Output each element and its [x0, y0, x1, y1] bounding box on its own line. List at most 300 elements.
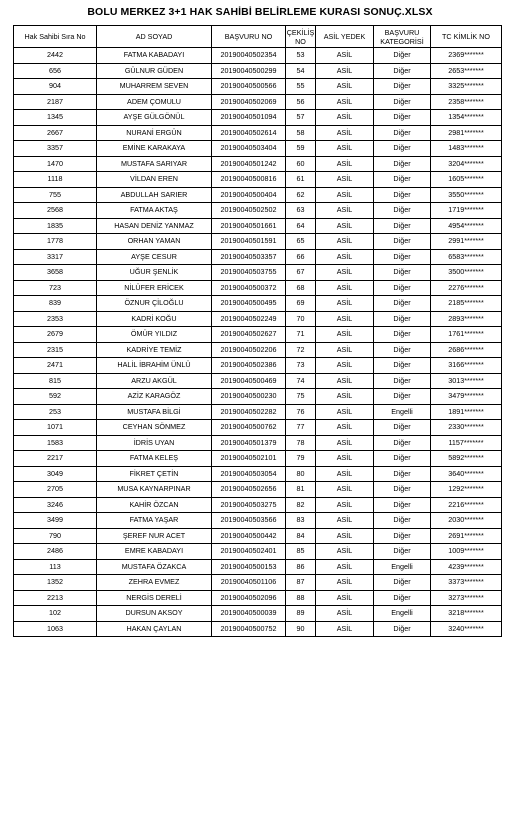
cell-basvuru-kategorisi: Diğer [374, 590, 431, 606]
cell-sira-no: 1071 [14, 420, 97, 436]
table-row [14, 327, 502, 343]
table-row [14, 218, 502, 234]
cell-ad-soyad: ZEHRA EVMEZ [97, 575, 212, 591]
cell-basvuru-no: 20190040501094 [212, 110, 286, 126]
cell-basvuru-kategorisi: Diğer [374, 125, 431, 141]
table-row [14, 358, 502, 374]
cell-basvuru-no: 20190040503275 [212, 497, 286, 513]
cell-sira-no: 723 [14, 280, 97, 296]
document-title: BOLU MERKEZ 3+1 HAK SAHİBİ BELİRLEME KURASI SONUÇ.XLSX [87, 6, 433, 18]
cell-ad-soyad: NURANİ ERGÜN [97, 125, 212, 141]
table-row [14, 125, 502, 141]
cell-asil-yedek: ASİL [316, 590, 374, 606]
cell-asil-yedek: ASİL [316, 466, 374, 482]
header-ad-soyad: AD SOYAD [97, 26, 212, 48]
cell-asil-yedek: ASİL [316, 48, 374, 64]
cell-ad-soyad: MUHARREM SEVEN [97, 79, 212, 95]
cell-sira-no: 1835 [14, 218, 97, 234]
cell-cekilis-no: 69 [286, 296, 316, 312]
cell-cekilis-no: 62 [286, 187, 316, 203]
cell-basvuru-kategorisi: Diğer [374, 311, 431, 327]
header-asil-yedek: ASİL YEDEK [316, 26, 374, 48]
cell-ad-soyad: EMİNE KARAKAYA [97, 141, 212, 157]
cell-basvuru-kategorisi: Diğer [374, 234, 431, 250]
cell-asil-yedek: ASİL [316, 218, 374, 234]
cell-sira-no: 3049 [14, 466, 97, 482]
cell-ad-soyad: MUSA KAYNARPINAR [97, 482, 212, 498]
cell-ad-soyad: HALİL İBRAHİM ÜNLÜ [97, 358, 212, 374]
cell-sira-no: 3499 [14, 513, 97, 529]
cell-basvuru-no: 20190040500230 [212, 389, 286, 405]
cell-basvuru-no: 20190040500495 [212, 296, 286, 312]
cell-ad-soyad: CEYHAN SÖNMEZ [97, 420, 212, 436]
cell-ad-soyad: HAKAN ÇAYLAN [97, 621, 212, 637]
cell-ad-soyad: FİKRET ÇETİN [97, 466, 212, 482]
cell-sira-no: 3246 [14, 497, 97, 513]
cell-asil-yedek: ASİL [316, 497, 374, 513]
table-row [14, 110, 502, 126]
cell-asil-yedek: ASİL [316, 544, 374, 560]
cell-basvuru-kategorisi: Diğer [374, 342, 431, 358]
cell-basvuru-no: 20190040502101 [212, 451, 286, 467]
cell-basvuru-kategorisi: Diğer [374, 141, 431, 157]
cell-ad-soyad: ÖZNUR ÇİLOĞLU [97, 296, 212, 312]
cell-cekilis-no: 73 [286, 358, 316, 374]
cell-tc-kimlik-no: 1292******* [431, 482, 502, 498]
cell-cekilis-no: 64 [286, 218, 316, 234]
cell-asil-yedek: ASİL [316, 420, 374, 436]
cell-sira-no: 1063 [14, 621, 97, 637]
cell-sira-no: 1470 [14, 156, 97, 172]
cell-sira-no: 2679 [14, 327, 97, 343]
cell-ad-soyad: GÜLNUR GÜDEN [97, 63, 212, 79]
cell-cekilis-no: 65 [286, 234, 316, 250]
table-row [14, 575, 502, 591]
cell-basvuru-no: 20190040502282 [212, 404, 286, 420]
cell-tc-kimlik-no: 3166******* [431, 358, 502, 374]
cell-asil-yedek: ASİL [316, 513, 374, 529]
cell-tc-kimlik-no: 3373******* [431, 575, 502, 591]
cell-tc-kimlik-no: 3204******* [431, 156, 502, 172]
header-cekilis-no: ÇEKİLİŞ NO [286, 27, 315, 46]
cell-asil-yedek: ASİL [316, 141, 374, 157]
cell-basvuru-kategorisi: Diğer [374, 187, 431, 203]
cell-basvuru-kategorisi: Diğer [374, 203, 431, 219]
cell-tc-kimlik-no: 3273******* [431, 590, 502, 606]
cell-ad-soyad: VİLDAN EREN [97, 172, 212, 188]
cell-basvuru-kategorisi: Diğer [374, 466, 431, 482]
cell-basvuru-no: 20190040500469 [212, 373, 286, 389]
header-basvuru-no: BAŞVURU NO [212, 26, 286, 48]
cell-tc-kimlik-no: 3240******* [431, 621, 502, 637]
cell-sira-no: 253 [14, 404, 97, 420]
cell-basvuru-no: 20190040502614 [212, 125, 286, 141]
cell-basvuru-kategorisi: Diğer [374, 497, 431, 513]
cell-asil-yedek: ASİL [316, 203, 374, 219]
cell-basvuru-no: 20190040502249 [212, 311, 286, 327]
cell-ad-soyad: MUSTAFA BİLGİ [97, 404, 212, 420]
cell-basvuru-no: 20190040500752 [212, 621, 286, 637]
cell-basvuru-no: 20190040501379 [212, 435, 286, 451]
cell-basvuru-kategorisi: Diğer [374, 373, 431, 389]
cell-asil-yedek: ASİL [316, 342, 374, 358]
cell-basvuru-no: 20190040502656 [212, 482, 286, 498]
cell-tc-kimlik-no: 2981******* [431, 125, 502, 141]
cell-sira-no: 2315 [14, 342, 97, 358]
cell-tc-kimlik-no: 2216******* [431, 497, 502, 513]
cell-tc-kimlik-no: 2330******* [431, 420, 502, 436]
cell-sira-no: 815 [14, 373, 97, 389]
cell-sira-no: 2442 [14, 48, 97, 64]
cell-basvuru-no: 20190040500372 [212, 280, 286, 296]
table-row [14, 606, 502, 622]
cell-tc-kimlik-no: 1483******* [431, 141, 502, 157]
cell-ad-soyad: MUSTAFA SARIYAR [97, 156, 212, 172]
cell-cekilis-no: 55 [286, 79, 316, 95]
cell-tc-kimlik-no: 2691******* [431, 528, 502, 544]
cell-basvuru-no: 20190040500762 [212, 420, 286, 436]
cell-ad-soyad: KADRİ KOĞU [97, 311, 212, 327]
cell-asil-yedek: ASİL [316, 358, 374, 374]
cell-basvuru-kategorisi: Diğer [374, 110, 431, 126]
cell-basvuru-kategorisi: Diğer [374, 172, 431, 188]
cell-basvuru-kategorisi: Diğer [374, 280, 431, 296]
cell-asil-yedek: ASİL [316, 265, 374, 281]
cell-tc-kimlik-no: 3218******* [431, 606, 502, 622]
cell-basvuru-no: 20190040502502 [212, 203, 286, 219]
cell-asil-yedek: ASİL [316, 482, 374, 498]
table-header-row [14, 26, 502, 48]
cell-asil-yedek: ASİL [316, 389, 374, 405]
table-row [14, 280, 502, 296]
table-row [14, 466, 502, 482]
cell-ad-soyad: MUSTAFA ÖZAKCA [97, 559, 212, 575]
cell-basvuru-kategorisi: Diğer [374, 451, 431, 467]
cell-asil-yedek: ASİL [316, 63, 374, 79]
cell-basvuru-kategorisi: Diğer [374, 327, 431, 343]
cell-tc-kimlik-no: 3325******* [431, 79, 502, 95]
cell-basvuru-no: 20190040502206 [212, 342, 286, 358]
cell-basvuru-no: 20190040500816 [212, 172, 286, 188]
cell-cekilis-no: 85 [286, 544, 316, 560]
cell-asil-yedek: ASİL [316, 249, 374, 265]
cell-cekilis-no: 63 [286, 203, 316, 219]
cell-sira-no: 2353 [14, 311, 97, 327]
cell-tc-kimlik-no: 3500******* [431, 265, 502, 281]
cell-sira-no: 3357 [14, 141, 97, 157]
cell-ad-soyad: UĞUR ŞENLİK [97, 265, 212, 281]
cell-tc-kimlik-no: 3550******* [431, 187, 502, 203]
cell-ad-soyad: ŞEREF NUR ACET [97, 528, 212, 544]
cell-basvuru-kategorisi: Diğer [374, 156, 431, 172]
cell-ad-soyad: ARZU AKGÜL [97, 373, 212, 389]
table-row [14, 203, 502, 219]
cell-basvuru-kategorisi: Diğer [374, 435, 431, 451]
cell-cekilis-no: 61 [286, 172, 316, 188]
table-row [14, 342, 502, 358]
table-row [14, 590, 502, 606]
cell-tc-kimlik-no: 3640******* [431, 466, 502, 482]
cell-basvuru-kategorisi: Engelli [374, 559, 431, 575]
cell-tc-kimlik-no: 2030******* [431, 513, 502, 529]
cell-cekilis-no: 89 [286, 606, 316, 622]
cell-cekilis-no: 77 [286, 420, 316, 436]
cell-basvuru-no: 20190040501661 [212, 218, 286, 234]
cell-asil-yedek: ASİL [316, 559, 374, 575]
cell-basvuru-no: 20190040502354 [212, 48, 286, 64]
cell-ad-soyad: ORHAN YAMAN [97, 234, 212, 250]
cell-sira-no: 2667 [14, 125, 97, 141]
cell-basvuru-no: 20190040501591 [212, 234, 286, 250]
cell-ad-soyad: İDRİS UYAN [97, 435, 212, 451]
table-row [14, 559, 502, 575]
cell-tc-kimlik-no: 1157******* [431, 435, 502, 451]
table-row [14, 156, 502, 172]
cell-basvuru-kategorisi: Diğer [374, 79, 431, 95]
table-row [14, 63, 502, 79]
cell-sira-no: 102 [14, 606, 97, 622]
cell-basvuru-kategorisi: Engelli [374, 404, 431, 420]
header-basvuru-kategorisi: BAŞVURU KATEGORİSİ [374, 26, 431, 48]
cell-asil-yedek: ASİL [316, 172, 374, 188]
cell-asil-yedek: ASİL [316, 451, 374, 467]
cell-basvuru-kategorisi: Diğer [374, 420, 431, 436]
header-sira-no: Hak Sahibi Sıra No [14, 26, 97, 48]
cell-sira-no: 2486 [14, 544, 97, 560]
cell-basvuru-no: 20190040503566 [212, 513, 286, 529]
cell-sira-no: 2568 [14, 203, 97, 219]
cell-sira-no: 1352 [14, 575, 97, 591]
cell-tc-kimlik-no: 1719******* [431, 203, 502, 219]
cell-basvuru-kategorisi: Diğer [374, 265, 431, 281]
cell-cekilis-no: 87 [286, 575, 316, 591]
cell-ad-soyad: HASAN DENİZ YANMAZ [97, 218, 212, 234]
cell-cekilis-no: 78 [286, 435, 316, 451]
cell-asil-yedek: ASİL [316, 621, 374, 637]
cell-cekilis-no: 68 [286, 280, 316, 296]
results-table [13, 25, 502, 637]
cell-cekilis-no: 79 [286, 451, 316, 467]
cell-basvuru-kategorisi: Diğer [374, 389, 431, 405]
cell-tc-kimlik-no: 2276******* [431, 280, 502, 296]
cell-asil-yedek: ASİL [316, 234, 374, 250]
cell-sira-no: 1345 [14, 110, 97, 126]
cell-basvuru-kategorisi: Diğer [374, 513, 431, 529]
table-row [14, 621, 502, 637]
cell-asil-yedek: ASİL [316, 606, 374, 622]
cell-sira-no: 2705 [14, 482, 97, 498]
cell-cekilis-no: 86 [286, 559, 316, 575]
cell-ad-soyad: NERGİS DERELİ [97, 590, 212, 606]
cell-asil-yedek: ASİL [316, 110, 374, 126]
table-row [14, 172, 502, 188]
cell-basvuru-no: 20190040503357 [212, 249, 286, 265]
cell-tc-kimlik-no: 1009******* [431, 544, 502, 560]
cell-ad-soyad: DURSUN AKSOY [97, 606, 212, 622]
cell-basvuru-kategorisi: Diğer [374, 249, 431, 265]
cell-sira-no: 592 [14, 389, 97, 405]
cell-ad-soyad: FATMA KELEŞ [97, 451, 212, 467]
cell-basvuru-no: 20190040502386 [212, 358, 286, 374]
table-row [14, 234, 502, 250]
header-tc-kimlik-no: TC KİMLİK NO [431, 26, 502, 48]
cell-cekilis-no: 84 [286, 528, 316, 544]
cell-cekilis-no: 71 [286, 327, 316, 343]
table-row [14, 497, 502, 513]
table-row [14, 482, 502, 498]
cell-basvuru-kategorisi: Diğer [374, 63, 431, 79]
cell-sira-no: 755 [14, 187, 97, 203]
cell-sira-no: 2217 [14, 451, 97, 467]
cell-basvuru-kategorisi: Diğer [374, 528, 431, 544]
table-row [14, 94, 502, 110]
cell-basvuru-no: 20190040502401 [212, 544, 286, 560]
cell-asil-yedek: ASİL [316, 125, 374, 141]
table-row [14, 435, 502, 451]
cell-tc-kimlik-no: 3479******* [431, 389, 502, 405]
cell-sira-no: 2471 [14, 358, 97, 374]
table-row [14, 249, 502, 265]
table-row [14, 48, 502, 64]
cell-asil-yedek: ASİL [316, 280, 374, 296]
table-row [14, 79, 502, 95]
cell-cekilis-no: 83 [286, 513, 316, 529]
table-row [14, 373, 502, 389]
cell-basvuru-kategorisi: Diğer [374, 296, 431, 312]
cell-basvuru-no: 20190040501242 [212, 156, 286, 172]
cell-tc-kimlik-no: 2686******* [431, 342, 502, 358]
cell-basvuru-no: 20190040502096 [212, 590, 286, 606]
cell-asil-yedek: ASİL [316, 187, 374, 203]
cell-basvuru-no: 20190040500039 [212, 606, 286, 622]
table-row [14, 528, 502, 544]
cell-basvuru-no: 20190040501106 [212, 575, 286, 591]
cell-basvuru-kategorisi: Engelli [374, 606, 431, 622]
cell-tc-kimlik-no: 3013******* [431, 373, 502, 389]
cell-tc-kimlik-no: 2893******* [431, 311, 502, 327]
cell-cekilis-no: 59 [286, 141, 316, 157]
cell-ad-soyad: KADRİYE TEMİZ [97, 342, 212, 358]
cell-asil-yedek: ASİL [316, 435, 374, 451]
cell-basvuru-no: 20190040500299 [212, 63, 286, 79]
cell-ad-soyad: KAHİR ÖZCAN [97, 497, 212, 513]
cell-cekilis-no: 57 [286, 110, 316, 126]
cell-cekilis-no: 81 [286, 482, 316, 498]
cell-sira-no: 904 [14, 79, 97, 95]
cell-sira-no: 3658 [14, 265, 97, 281]
cell-ad-soyad: ÖMÜR YILDIZ [97, 327, 212, 343]
cell-basvuru-no: 20190040503404 [212, 141, 286, 157]
cell-cekilis-no: 54 [286, 63, 316, 79]
cell-basvuru-kategorisi: Diğer [374, 621, 431, 637]
cell-cekilis-no: 66 [286, 249, 316, 265]
cell-basvuru-no: 20190040500404 [212, 187, 286, 203]
cell-cekilis-no: 67 [286, 265, 316, 281]
cell-sira-no: 1118 [14, 172, 97, 188]
cell-basvuru-no: 20190040502627 [212, 327, 286, 343]
cell-ad-soyad: FATMA AKTAŞ [97, 203, 212, 219]
cell-cekilis-no: 76 [286, 404, 316, 420]
cell-basvuru-kategorisi: Diğer [374, 575, 431, 591]
cell-tc-kimlik-no: 2358******* [431, 94, 502, 110]
table-row [14, 451, 502, 467]
cell-asil-yedek: ASİL [316, 296, 374, 312]
table-row [14, 265, 502, 281]
table-row [14, 404, 502, 420]
table-row [14, 544, 502, 560]
cell-basvuru-kategorisi: Diğer [374, 48, 431, 64]
table-row [14, 141, 502, 157]
cell-cekilis-no: 88 [286, 590, 316, 606]
cell-sira-no: 1583 [14, 435, 97, 451]
cell-tc-kimlik-no: 5892******* [431, 451, 502, 467]
cell-ad-soyad: FATMA KABADAYI [97, 48, 212, 64]
cell-asil-yedek: ASİL [316, 575, 374, 591]
cell-basvuru-no: 20190040503755 [212, 265, 286, 281]
cell-basvuru-no: 20190040502069 [212, 94, 286, 110]
cell-asil-yedek: ASİL [316, 404, 374, 420]
cell-basvuru-kategorisi: Diğer [374, 482, 431, 498]
cell-tc-kimlik-no: 2653******* [431, 63, 502, 79]
table-row [14, 389, 502, 405]
cell-asil-yedek: ASİL [316, 373, 374, 389]
cell-cekilis-no: 74 [286, 373, 316, 389]
cell-ad-soyad: AYŞE CESUR [97, 249, 212, 265]
cell-sira-no: 656 [14, 63, 97, 79]
cell-ad-soyad: FATMA YAŞAR [97, 513, 212, 529]
table-row [14, 296, 502, 312]
cell-tc-kimlik-no: 1891******* [431, 404, 502, 420]
cell-sira-no: 2213 [14, 590, 97, 606]
cell-cekilis-no: 72 [286, 342, 316, 358]
table-row [14, 420, 502, 436]
cell-cekilis-no: 56 [286, 94, 316, 110]
cell-basvuru-kategorisi: Diğer [374, 544, 431, 560]
cell-sira-no: 839 [14, 296, 97, 312]
cell-cekilis-no: 80 [286, 466, 316, 482]
cell-sira-no: 790 [14, 528, 97, 544]
table-row [14, 311, 502, 327]
cell-tc-kimlik-no: 2369******* [431, 48, 502, 64]
cell-cekilis-no: 82 [286, 497, 316, 513]
cell-basvuru-kategorisi: Diğer [374, 94, 431, 110]
cell-cekilis-no: 58 [286, 125, 316, 141]
cell-cekilis-no: 70 [286, 311, 316, 327]
cell-sira-no: 2187 [14, 94, 97, 110]
cell-sira-no: 113 [14, 559, 97, 575]
cell-tc-kimlik-no: 1354******* [431, 110, 502, 126]
cell-ad-soyad: NİLÜFER ERİCEK [97, 280, 212, 296]
cell-ad-soyad: AZİZ KARAGÖZ [97, 389, 212, 405]
cell-tc-kimlik-no: 6583******* [431, 249, 502, 265]
cell-cekilis-no: 75 [286, 389, 316, 405]
cell-basvuru-no: 20190040503054 [212, 466, 286, 482]
cell-asil-yedek: ASİL [316, 327, 374, 343]
cell-ad-soyad: EMRE KABADAYI [97, 544, 212, 560]
cell-tc-kimlik-no: 2185******* [431, 296, 502, 312]
cell-cekilis-no: 90 [286, 621, 316, 637]
cell-asil-yedek: ASİL [316, 94, 374, 110]
cell-sira-no: 1778 [14, 234, 97, 250]
cell-asil-yedek: ASİL [316, 528, 374, 544]
table-row [14, 187, 502, 203]
cell-asil-yedek: ASİL [316, 79, 374, 95]
cell-ad-soyad: AYŞE GÜLGÖNÜL [97, 110, 212, 126]
cell-cekilis-no: 53 [286, 48, 316, 64]
cell-tc-kimlik-no: 4239******* [431, 559, 502, 575]
table-row [14, 513, 502, 529]
cell-ad-soyad: ABDULLAH SARIER [97, 187, 212, 203]
